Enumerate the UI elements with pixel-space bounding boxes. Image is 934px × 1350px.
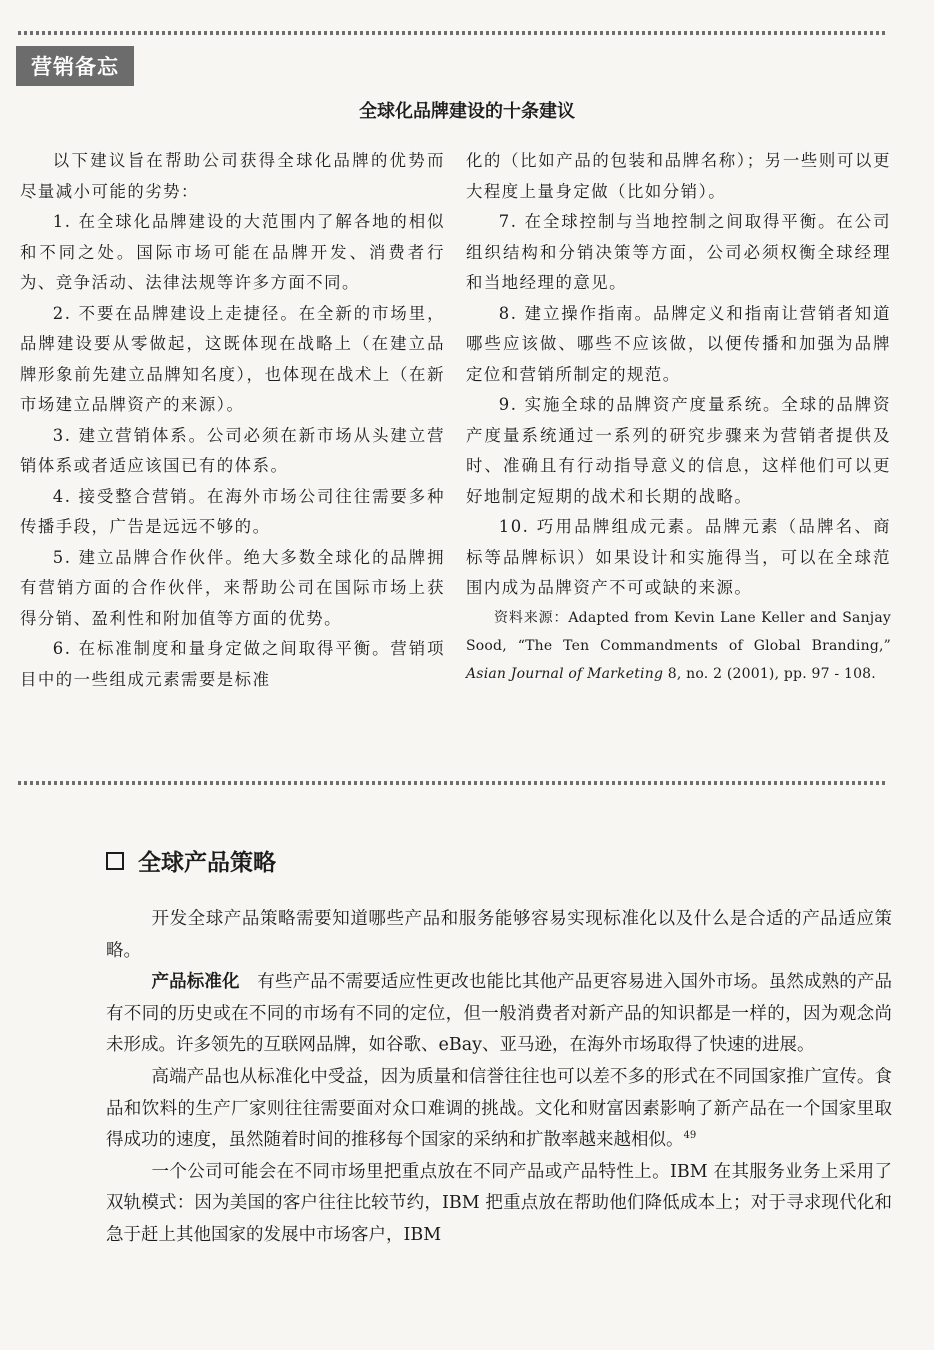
box-right-column <box>466 146 891 688</box>
source-journal: Asian Journal of Marketing <box>466 665 664 682</box>
body-paragraph-2-text: 有些产品不需要适应性更改也能比其他产品更容易进入国外市场。虽然成熟的产品有不同的历史或在不同的市场有不同的定位，但一般消费者对新产品的知识都是一样的，因为观念尚未形成。许多领先的互联网品牌，如谷歌、eBay、亚马逊，在海外市场取得了快速的进展。 <box>106 972 892 1056</box>
footnote-marker: 49 <box>683 1130 697 1142</box>
tip-8: 8. 建立操作指南。品牌定义和指南让营销者知道哪些应该做、哪些不应该做，以便传播和加强为品牌定位和营销所制定的规范。 <box>466 303 891 384</box>
source-suffix: 8, no. 2 (2001), pp. 97 - 108. <box>663 665 876 682</box>
tip-5: 5. 建立品牌合作伙伴。绝大多数全球化的品牌拥有营销方面的合作伙伴，来帮助公司在国际市场上获得分销、盈利性和附加值等方面的优势。 <box>20 547 445 628</box>
source-prefix: 资料来源：Adapted from Kevin Lane Keller and Sanjay Sood, “The Ten Commandments of Global Branding,” <box>466 609 891 654</box>
source-citation <box>466 604 891 688</box>
square-bullet-icon <box>106 852 124 870</box>
tip-2: 2. 不要在品牌建设上走捷径。在全新的市场里，品牌建设要从零做起，这既体现在战略上（在建立品牌形象前先建立品牌知名度），也体现在战术上（在新市场建立品牌资产的来源）。 <box>20 303 445 414</box>
tip-6-continued: 化的（比如产品的包装和品牌名称）；另一些则可以更大程度上量身定做（比如分销）。 <box>466 151 891 201</box>
box-title: 全球化品牌建设的十条建议 <box>359 101 575 122</box>
marketing-memo-tag: 营销备忘 <box>16 46 134 86</box>
tip-3: 3. 建立营销体系。公司必须在新市场从头建立营销体系或者适应该国已有的体系。 <box>20 425 445 475</box>
box-left-column <box>20 146 445 695</box>
bottom-divider <box>18 778 888 788</box>
top-divider <box>18 28 888 38</box>
tip-9: 9. 实施全球的品牌资产度量系统。全球的品牌资产度量系统通过一系列的研究步骤来为营销者提供及时、准确且有行动指导意义的信息，这样他们可以更好地制定短期的战术和长期的战略。 <box>466 395 891 506</box>
intro-paragraph: 以下建议旨在帮助公司获得全球化品牌的优势而尽量减小可能的劣势： <box>20 151 445 201</box>
body-paragraph-1: 开发全球产品策略需要知道哪些产品和服务能够容易实现标准化以及什么是合适的产品适应策略。 <box>106 909 892 961</box>
body-paragraph-3 <box>106 1062 892 1157</box>
tip-10: 10. 巧用品牌组成元素。品牌元素（品牌名、商标等品牌标识）如果设计和实施得当，可以在全球范围内成为品牌资产不可或缺的来源。 <box>466 517 891 597</box>
section-heading-text: 全球产品策略 <box>138 850 276 876</box>
tip-4: 4. 接受整合营销。在海外市场公司往往需要多种传播手段，广告是远远不够的。 <box>20 486 445 536</box>
tip-7: 7. 在全球控制与当地控制之间取得平衡。在公司组织结构和分销决策等方面，公司必须权衡全球经理和当地经理的意见。 <box>466 212 891 292</box>
body-paragraph-2 <box>106 967 892 1062</box>
body-paragraph-3-text: 高端产品也从标准化中受益，因为质量和信誉往往也可以差不多的形式在不同国家推广宣传。食品和饮料的生产厂家则往往需要面对众口难调的挑战。文化和财富因素影响了新产品在一个国家里取得成功的速度，虽然随着时间的推移每个国家的采纳和扩散率越来越相似。 <box>106 1066 892 1151</box>
section-heading <box>106 844 276 877</box>
tip-1: 1. 在全球化品牌建设的大范围内了解各地的相似和不同之处。国际市场可能在品牌开发、消费者行为、竞争活动、法律法规等许多方面不同。 <box>20 212 445 292</box>
section-body <box>106 904 892 1252</box>
body-paragraph-4: 一个公司可能会在不同市场里把重点放在不同产品或产品特性上。IBM 在其服务业务上采用了双轨模式：因为美国的客户往往比较节约，IBM 把重点放在帮助他们降低成本上；对于寻求现代化和急于赶上其他国家的发展中市场客户，IBM <box>106 1161 892 1245</box>
tip-6: 6. 在标准制度和量身定做之间取得平衡。营销项目中的一些组成元素需要是标准 <box>20 639 445 689</box>
keyword-product-standardization: 产品标准化 <box>151 972 240 993</box>
